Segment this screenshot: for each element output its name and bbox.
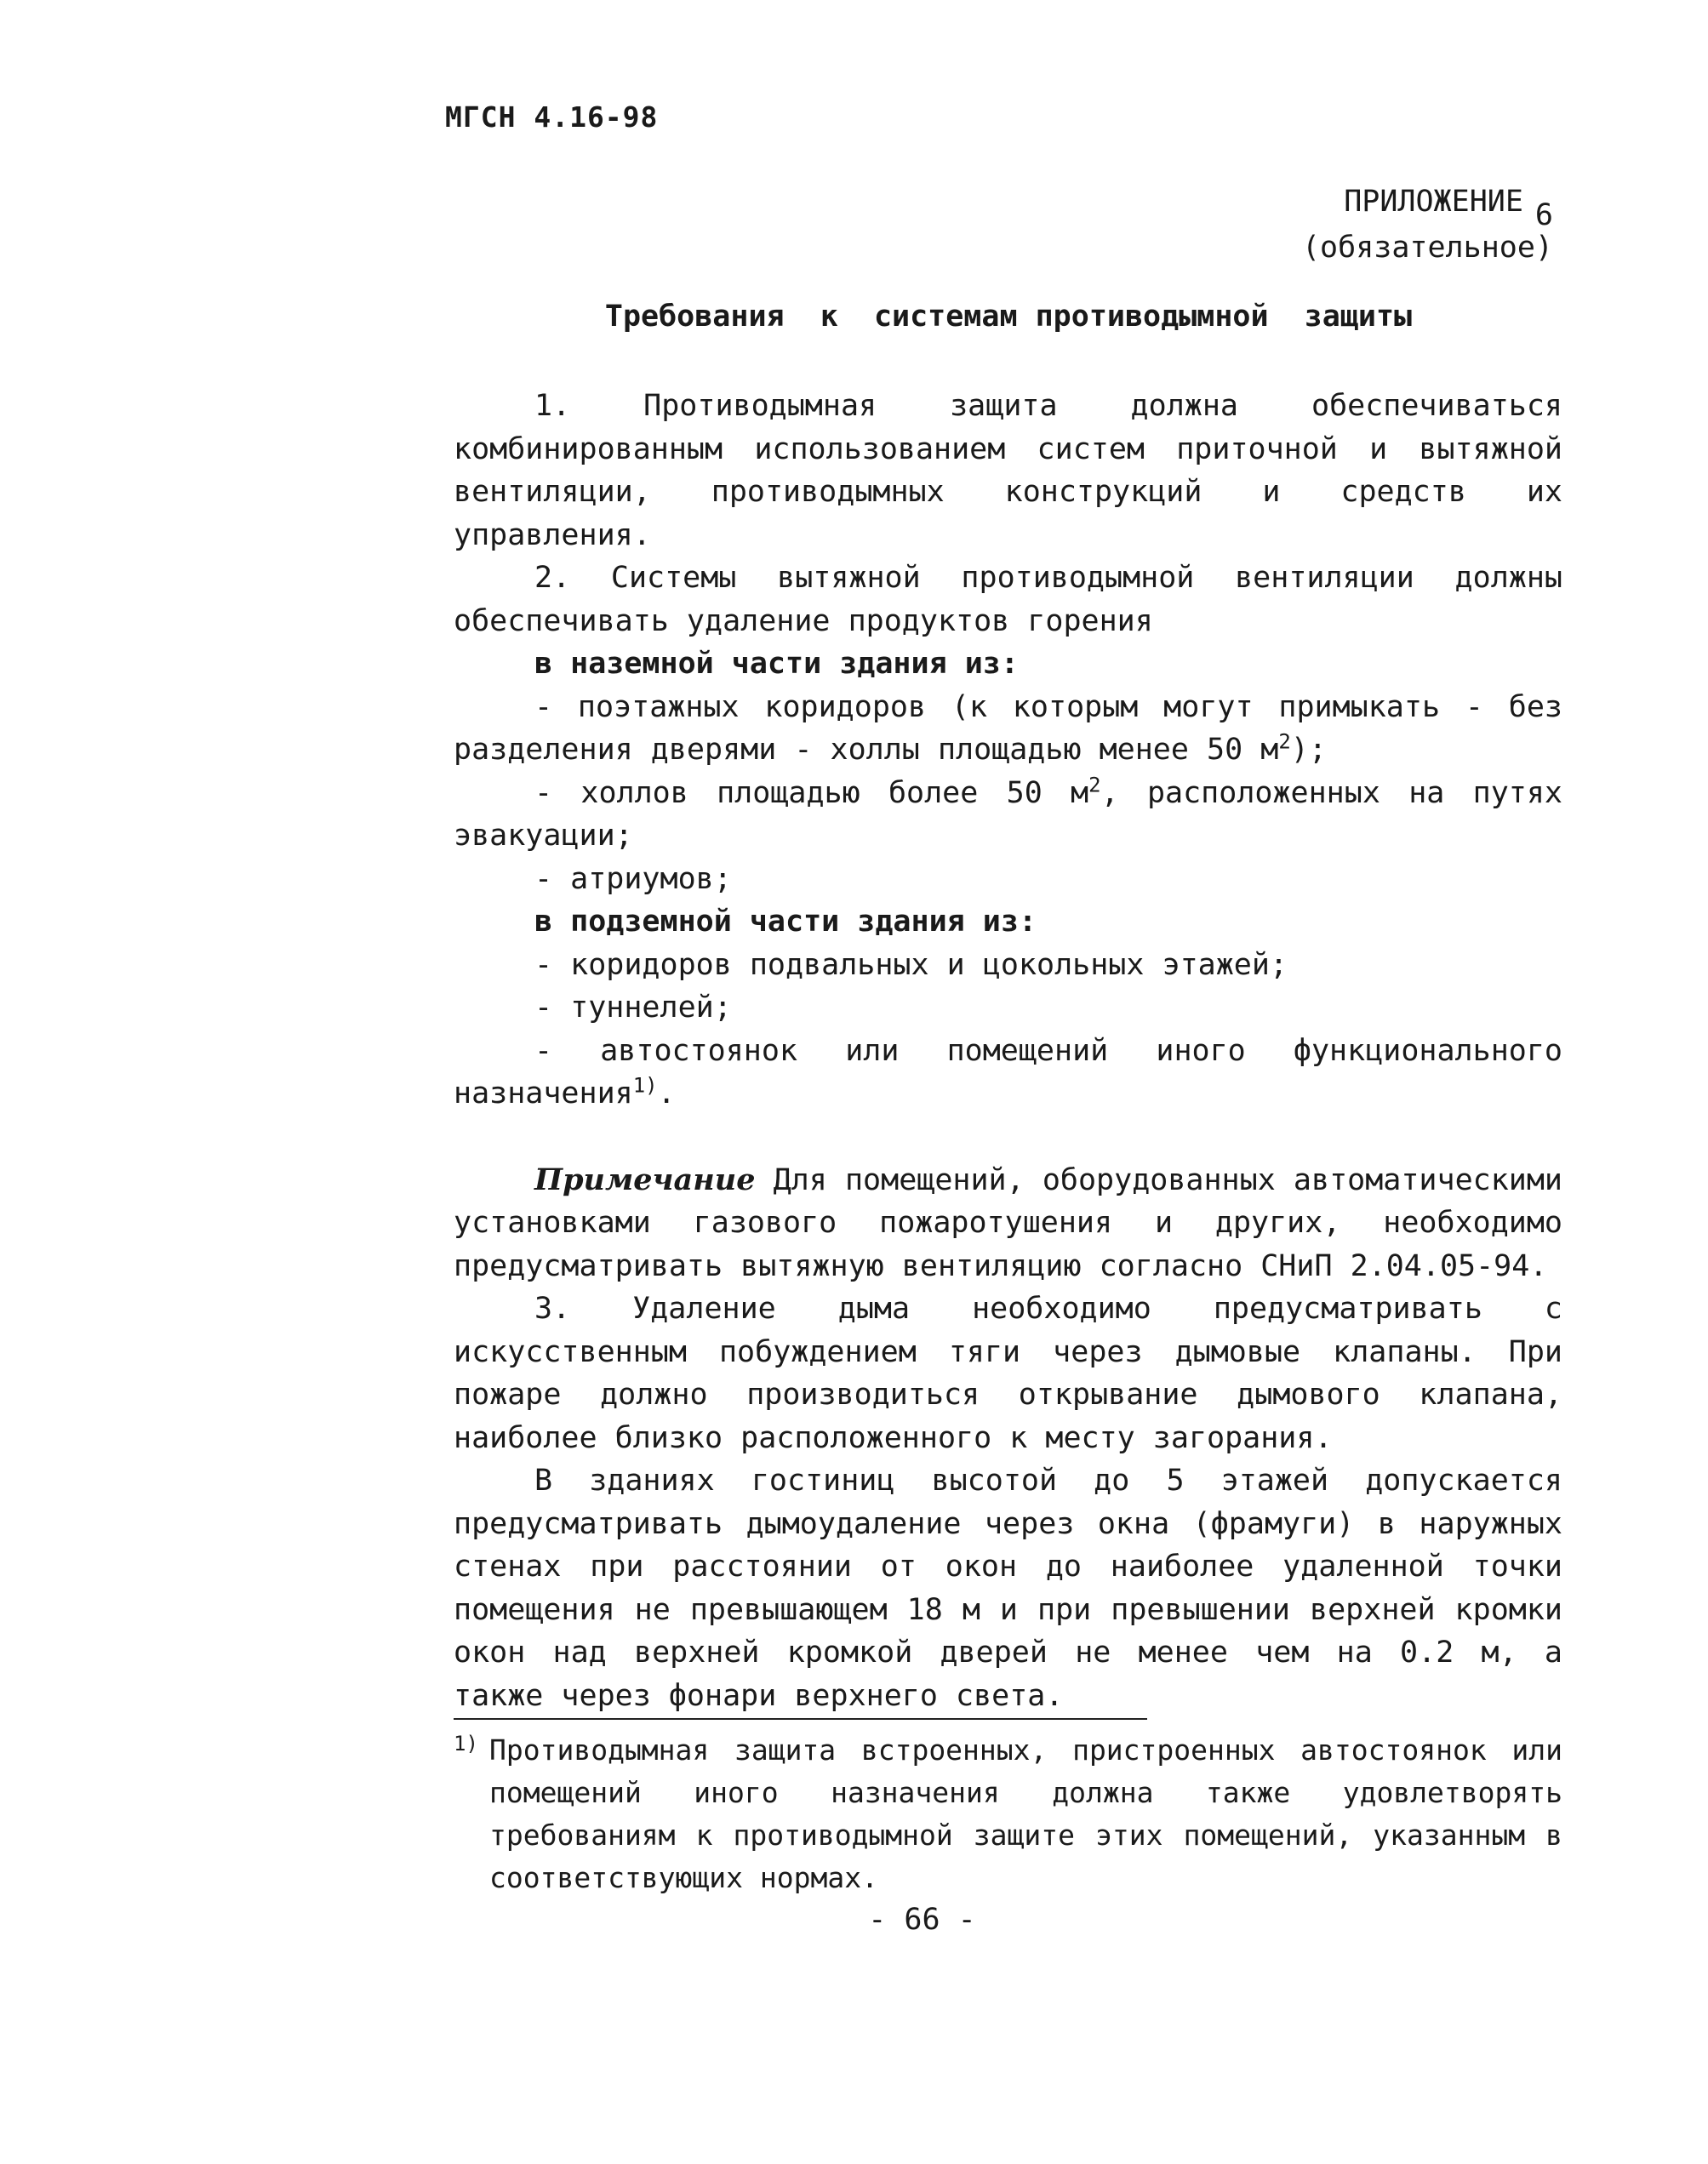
list-item-corridors-text: - поэтажных коридоров (к которым могут примыкать - без разделения дверями - холлы площадью менее 50 м [454, 689, 1562, 767]
above-ground-heading: в наземной части здания из: [534, 647, 1019, 681]
list-item-halls-text: - холлов площадью более 50 м [534, 775, 1089, 810]
appendix-header [1302, 179, 1553, 271]
footnote-text: Противодымная защита встроенных, пристроенных автостоянок или помещений иного назначения должна также удовлетворять требованиям к противодымной защите этих помещений, указанным в соответствующих нормах. [489, 1733, 1562, 1894]
list-item-basement: - коридоров подвальных и цокольных этажей; [534, 947, 1288, 982]
list-item-halls-end: , расположенных на путях эвакуации; [454, 775, 1562, 853]
underground-heading: в подземной части здания из: [534, 905, 1037, 939]
section-title: Требования к системам противодымной защиты [604, 300, 1413, 334]
appendix-label-line [1302, 179, 1553, 232]
appendix-number: 6 [1534, 198, 1553, 232]
note-paragraph [454, 1159, 1562, 1288]
list-item-parking-text: - автостоянок или помещений иного функционального назначения [454, 1033, 1562, 1111]
list-item-corridors-end: ); [1290, 733, 1327, 767]
list-item-parking [454, 1030, 1562, 1116]
list-item-tunnels: - туннелей; [534, 991, 732, 1025]
paragraph-2: 2. Системы вытяжной противодымной вентиляции должны обеспечивать удаление продуктов горения [454, 561, 1562, 638]
list-item-parking-end: . [657, 1076, 676, 1111]
paragraph-4: В зданиях гостиниц высотой до 5 этажей допускается предусматривать дымоудаление через окна (фрамуги) в наружных стенах при расстоянии от окон до наиболее удаленной точки помещения не превышающем 18 м и при превышении верхней кромки окон над верхней кромкой дверей не менее чем на 0.2 м, а также через фонари верхнего света. [454, 1464, 1562, 1713]
appendix-label: ПРИЛОЖЕНИЕ [1344, 185, 1523, 219]
superscript: 2 [1088, 772, 1101, 797]
page-number: - 66 - [868, 1903, 976, 1937]
note-text: Для помещений, оборудованных автоматическими установками газового пожаротушения и других, необходимо предусматривать вытяжную вентиляцию согласно СНиП 2.04.05-94. [454, 1162, 1562, 1283]
appendix-status: (обязательное) [1301, 231, 1553, 265]
document-code: МГСН 4.16-98 [445, 100, 659, 134]
list-item-corridors [454, 686, 1562, 772]
superscript: 2 [1278, 729, 1291, 754]
footnote [454, 1729, 1562, 1899]
paragraph-3: 3. Удаление дыма необходимо предусматривать с искусственным побуждением тяги через дымовые клапаны. При пожаре должно производиться открывание дымового клапана, наиболее близко расположенного к месту загорания. [454, 1292, 1562, 1455]
list-item-halls [454, 772, 1562, 858]
footnote-divider [454, 1718, 1147, 1720]
note-label: Примечание [534, 1162, 756, 1197]
paragraph-1: 1. Противодымная защита должна обеспечиваться комбинированным использованием систем приточной и вытяжной вентиляции, противодымных конструкций и средств их управления. [454, 389, 1562, 552]
footnote-reference: 1) [632, 1073, 658, 1098]
document-body [454, 385, 1562, 1717]
footnote-mark: 1) [454, 1732, 478, 1756]
spacer [454, 1116, 1562, 1159]
list-item-atriums: - атриумов; [534, 861, 732, 896]
